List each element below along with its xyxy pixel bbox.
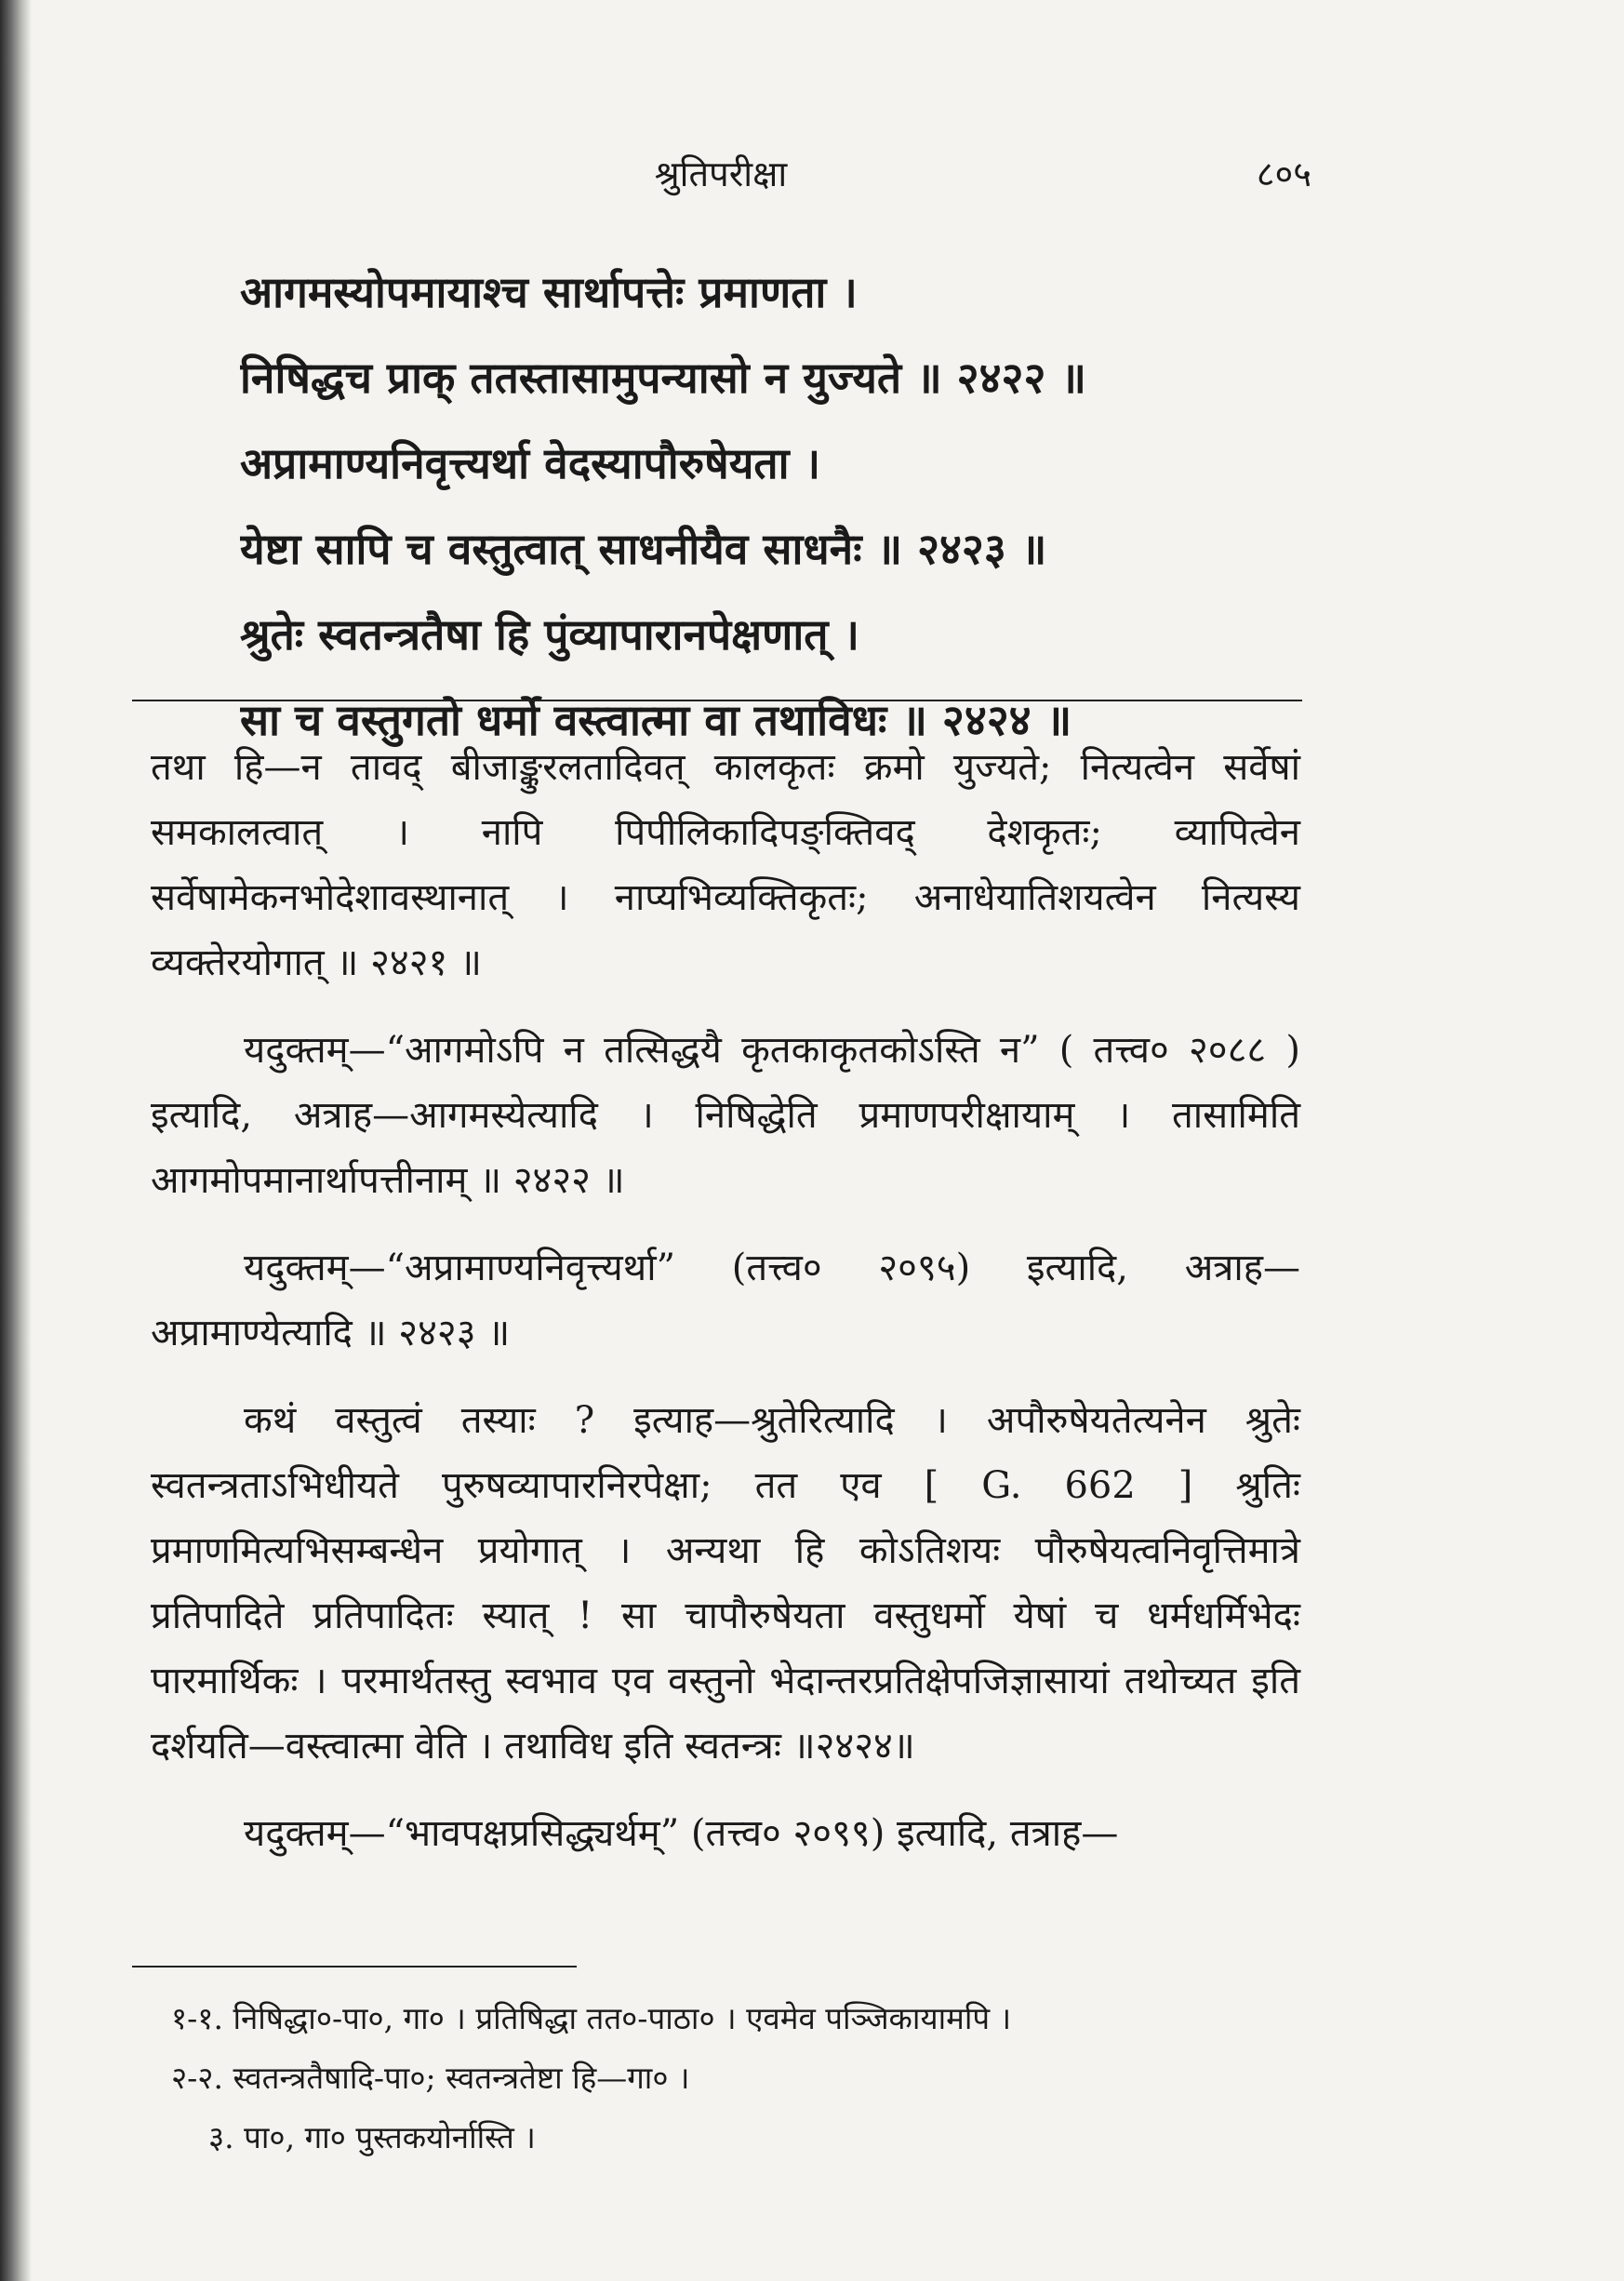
verse-line: सा च वस्तुगतो धर्मो वस्त्वात्मा वा तथाविधः ॥ २४२४ ॥ — [240, 695, 1072, 745]
commentary-block — [151, 735, 1300, 1888]
commentary-paragraph: यदुक्तम्—“भावपक्षप्रसिद्ध्यर्थम्” (तत्त्व० २०९९) इत्यादि, तत्राह— — [244, 1812, 1119, 1855]
book-spine-shadow — [0, 0, 32, 2281]
page-number: ८०५ — [1256, 153, 1311, 194]
footnote: ३. पा०, गा० पुस्तकयोर्नास्ति । — [208, 2119, 536, 2155]
verse-block — [240, 249, 1282, 763]
commentary-paragraph: तथा हि—न तावद् बीजाङ्कुरलतादिवत् कालकृतः क्रमो युज्यते; नित्यत्वेन सर्वेषां समकालत्वात् । नापि पिपीलिकादिपङ्क्तिवद् देशकृतः; व्यापित्वेन सर्वेषामेकनभोदेशावस्थानात् । नाप्यभिव्यक्तिकृतः; अनाधेयातिशयत्वेन नित्यस्य व्यक्तेरयोगात् ॥ २४२१ ॥ — [151, 746, 1300, 984]
commentary-paragraph: यदुक्तम्—“आगमोऽपि न तत्सिद्धयै कृतकाकृतकोऽस्ति न” ( तत्त्व० २०८८ ) इत्यादि, अत्राह—आगमस्येत्यादि । निषिद्धेति प्रमाणपरीक्षायाम् । तासामिति आगमोपमानार्थापत्तीनाम् ॥ २४२२ ॥ — [151, 1029, 1300, 1202]
verse-divider — [132, 700, 1302, 701]
verse-line: निषिद्धच प्राक् ततस्तासामुपन्यासो न युज्यते ॥ २४२२ ॥ — [240, 353, 1086, 403]
footnote: १-१. निषिद्धा०-पा०, गा० । प्रतिषिद्धा तत०-पाठा० । एवमेव पञ्जिकायामपि । — [171, 2000, 1012, 2036]
commentary-paragraph: कथं वस्तुत्वं तस्याः ? इत्याह—श्रुतेरित्यादि । अपौरुषेयतेत्यनेन श्रुतेः स्वतन्त्रताऽभिधीयते पुरुषव्यापारनिरपेक्षा; तत एव [ G. 662 ] श्रुतिः प्रमाणमित्यभिसम्बन्धेन प्रयोगात् । अन्यथा हि कोऽतिशयः पौरुषेयत्वनिवृत्तिमात्रे प्रतिपादिते प्रतिपादितः स्यात् ! सा चापौरुषेयता वस्तुधर्मो येषां च धर्मधर्मिभेदः पारमार्थिकः । परमार्थतस्तु स्वभाव एव वस्तुनो भेदान्तरप्रतिक्षेपजिज्ञासायां तथोच्यत इति दर्शयति—वस्त्वात्मा वेति । तथाविध इति स्वतन्त्रः ॥२४२४॥ — [151, 1399, 1300, 1767]
commentary-paragraph: यदुक्तम्—“अप्रामाण्यनिवृत्त्यर्था” (तत्त्व० २०९५) इत्यादि, अत्राह—अप्रामाण्येत्यादि ॥ २४२३ ॥ — [151, 1247, 1300, 1354]
footnote-divider — [132, 1966, 577, 1968]
verse-line: आगमस्योपमायाश्च सार्थापत्तेः प्रमाणता । — [240, 267, 858, 317]
verse-line: येष्टा सापि च वस्तुत्वात् साधनीयैव साधनैः ॥ २४२३ ॥ — [240, 524, 1047, 574]
verse-line: श्रुतेः स्वतन्त्रतैषा हि पुंव्यापारानपेक्षणात् । — [240, 609, 859, 660]
footnote: २-२. स्वतन्त्रतैषादि-पा०; स्वतन्त्रतेष्टा हि—गा० । — [171, 2060, 690, 2096]
page-header — [130, 149, 1311, 205]
footnotes — [171, 1989, 1287, 2168]
verse-line: अप्रामाण्यनिवृत्त्यर्था वेदस्यापौरुषेयता । — [240, 438, 821, 488]
running-title: श्रुतिपरीक्षा — [654, 153, 788, 194]
